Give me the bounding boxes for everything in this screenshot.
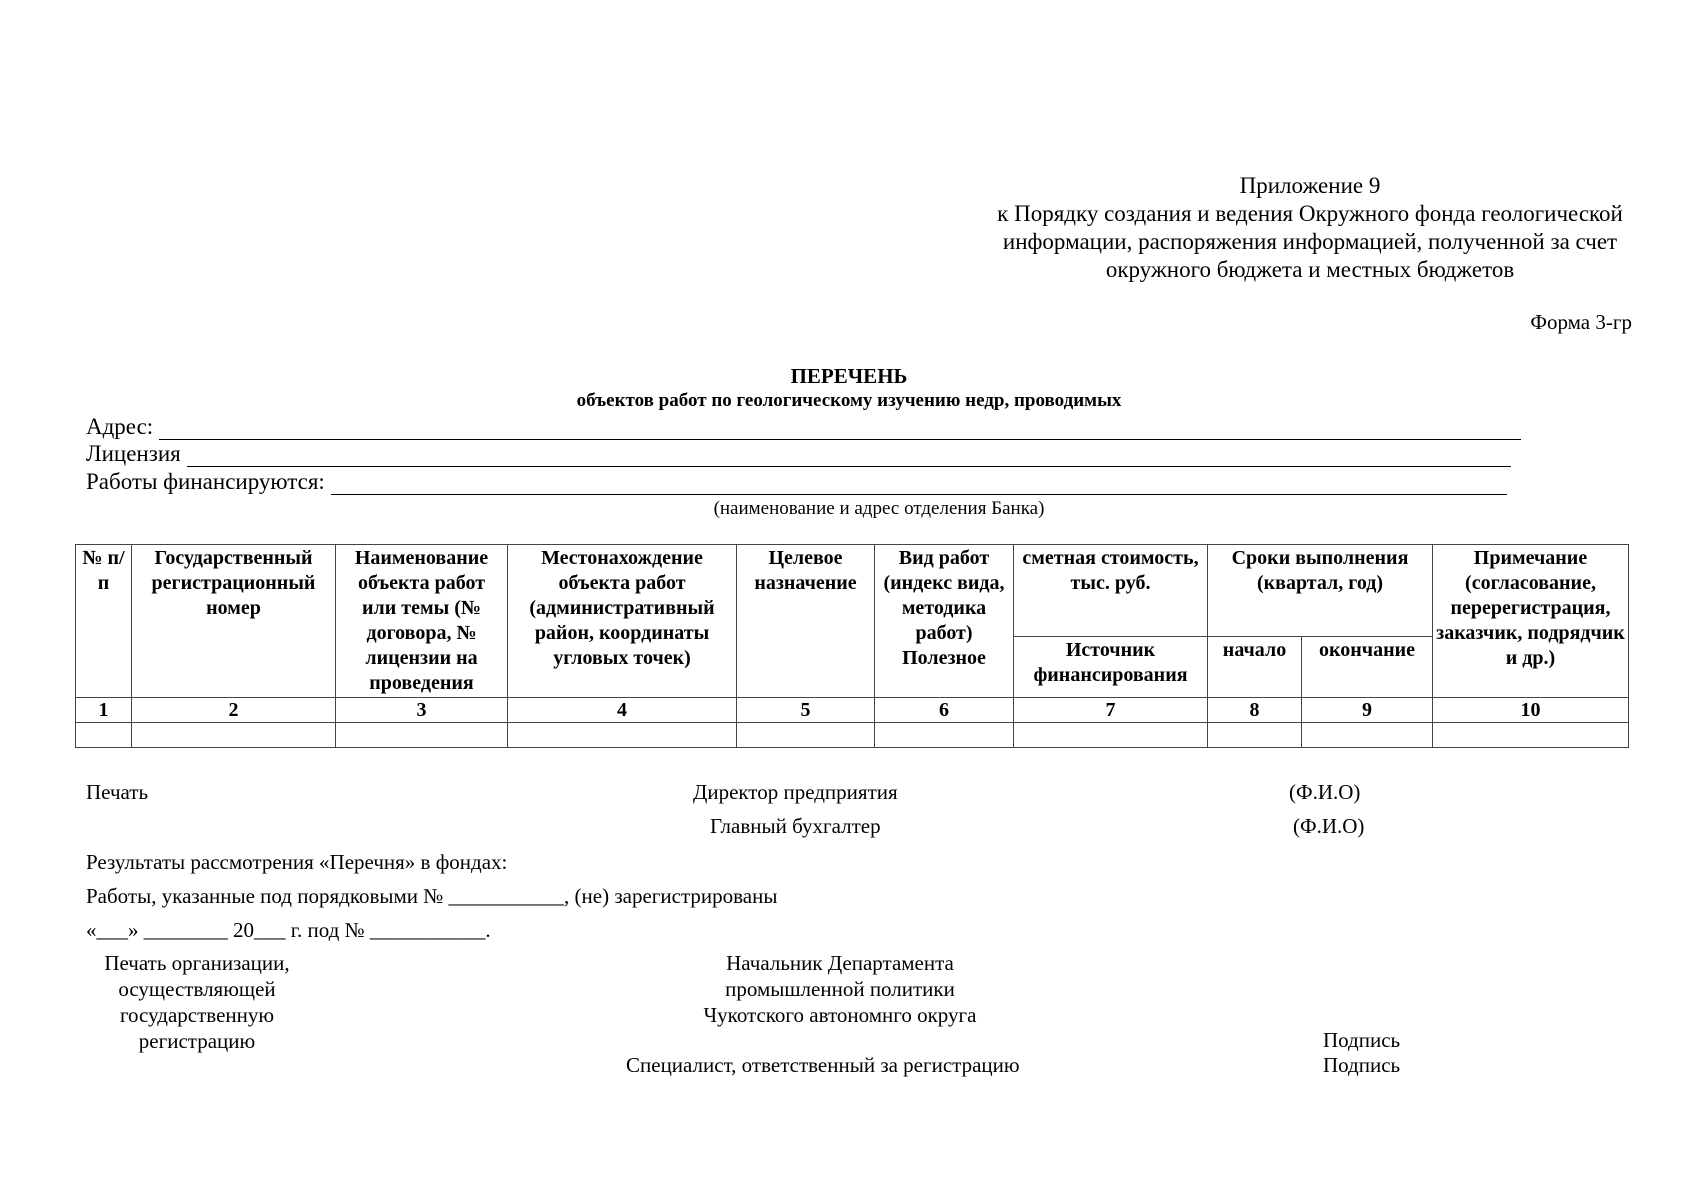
header-work-type: Вид работ (индекс вида, методика работ) Полезное	[875, 545, 1014, 698]
header-end: окончание	[1302, 636, 1433, 697]
header-start: начало	[1208, 636, 1302, 697]
table-cell[interactable]	[1433, 723, 1629, 748]
table-cell[interactable]	[737, 723, 875, 748]
address-field[interactable]	[86, 414, 1521, 440]
table-cell[interactable]	[875, 723, 1014, 748]
license-field[interactable]	[86, 441, 1511, 467]
header-reg-number: Государственный регистрационный номер	[132, 545, 336, 698]
accountant-fio: (Ф.И.О)	[1293, 814, 1365, 838]
funding-field[interactable]	[86, 469, 1507, 495]
document-subtitle: объектов работ по геологическому изучению недр, проводимых	[576, 390, 1122, 411]
column-numbers-row	[76, 698, 1629, 723]
signature-label: Подпись	[1323, 1053, 1401, 1077]
address-label: Адрес:	[86, 414, 154, 439]
table-cell[interactable]	[1302, 723, 1433, 748]
header-number: № п/п	[76, 545, 132, 698]
date-line: «___» ________ 20___ г. под № ___________.	[86, 918, 491, 942]
column-number: 6	[875, 698, 1014, 723]
column-number: 2	[132, 698, 336, 723]
column-number: 9	[1302, 698, 1433, 723]
stamp-label: Печать	[86, 780, 149, 804]
column-number: 4	[508, 698, 737, 723]
column-number: 8	[1208, 698, 1302, 723]
director-fio: (Ф.И.О)	[1289, 780, 1361, 804]
license-label: Лицензия	[86, 441, 181, 466]
document-title: ПЕРЕЧЕНЬ	[790, 364, 908, 388]
registration-line: Работы, указанные под порядковыми № ___________, (не) зарегистрированы	[86, 884, 778, 908]
accountant-label: Главный бухгалтер	[710, 814, 881, 838]
works-table	[75, 544, 1629, 748]
table-cell[interactable]	[508, 723, 737, 748]
specialist-label: Специалист, ответственный за регистрацию	[626, 1053, 1020, 1077]
department-head: Начальник Департамента промышленной политики Чукотского автономнго округа	[703, 951, 977, 1027]
appendix-line-3: информации, распоряжения информацией, полученной за счет	[1002, 229, 1618, 254]
funding-label: Работы финансируются:	[86, 469, 325, 494]
header-purpose: Целевое назначение	[737, 545, 875, 698]
header-note: Примечание (согласование, перерегистрация, заказчик, подрядчик и др.)	[1433, 545, 1629, 698]
header-estimated-cost: сметная стоимость, тыс. руб.	[1014, 545, 1208, 637]
header-location: Местонахождение объекта работ (административный район, координаты угловых точек)	[508, 545, 737, 698]
signature-label: Подпись	[1323, 1028, 1401, 1052]
table-cell[interactable]	[76, 723, 132, 748]
license-line[interactable]	[187, 446, 1511, 467]
table-cell[interactable]	[336, 723, 508, 748]
table-cell[interactable]	[1014, 723, 1208, 748]
funding-line[interactable]	[331, 474, 1507, 495]
empty-data-row[interactable]	[76, 723, 1629, 748]
header-object-name: Наименование объекта работ или темы (№ договора, № лицензии на проведения	[336, 545, 508, 698]
review-results: Результаты рассмотрения «Перечня» в фондах:	[86, 850, 508, 874]
column-number: 1	[76, 698, 132, 723]
appendix-number: Приложение 9	[1239, 173, 1381, 198]
form-id: Форма 3-гр	[1530, 310, 1632, 334]
org-stamp: Печать организации, осуществляющей государственную регистрацию	[104, 951, 290, 1053]
header-funding-source: Источник финансирования	[1014, 636, 1208, 697]
appendix-header	[940, 172, 1680, 284]
address-line[interactable]	[159, 419, 1521, 440]
table-cell[interactable]	[132, 723, 336, 748]
bank-hint: (наименование и адрес отделения Банка)	[713, 498, 1045, 519]
column-number: 5	[737, 698, 875, 723]
column-number: 10	[1433, 698, 1629, 723]
appendix-line-4: окружного бюджета и местных бюджетов	[1105, 257, 1515, 282]
column-number: 7	[1014, 698, 1208, 723]
appendix-line-2: к Порядку создания и ведения Окружного фонда геологической	[997, 201, 1623, 226]
column-number: 3	[336, 698, 508, 723]
director-label: Директор предприятия	[693, 780, 898, 804]
header-deadlines: Сроки выполнения (квартал, год)	[1208, 545, 1433, 637]
table-cell[interactable]	[1208, 723, 1302, 748]
